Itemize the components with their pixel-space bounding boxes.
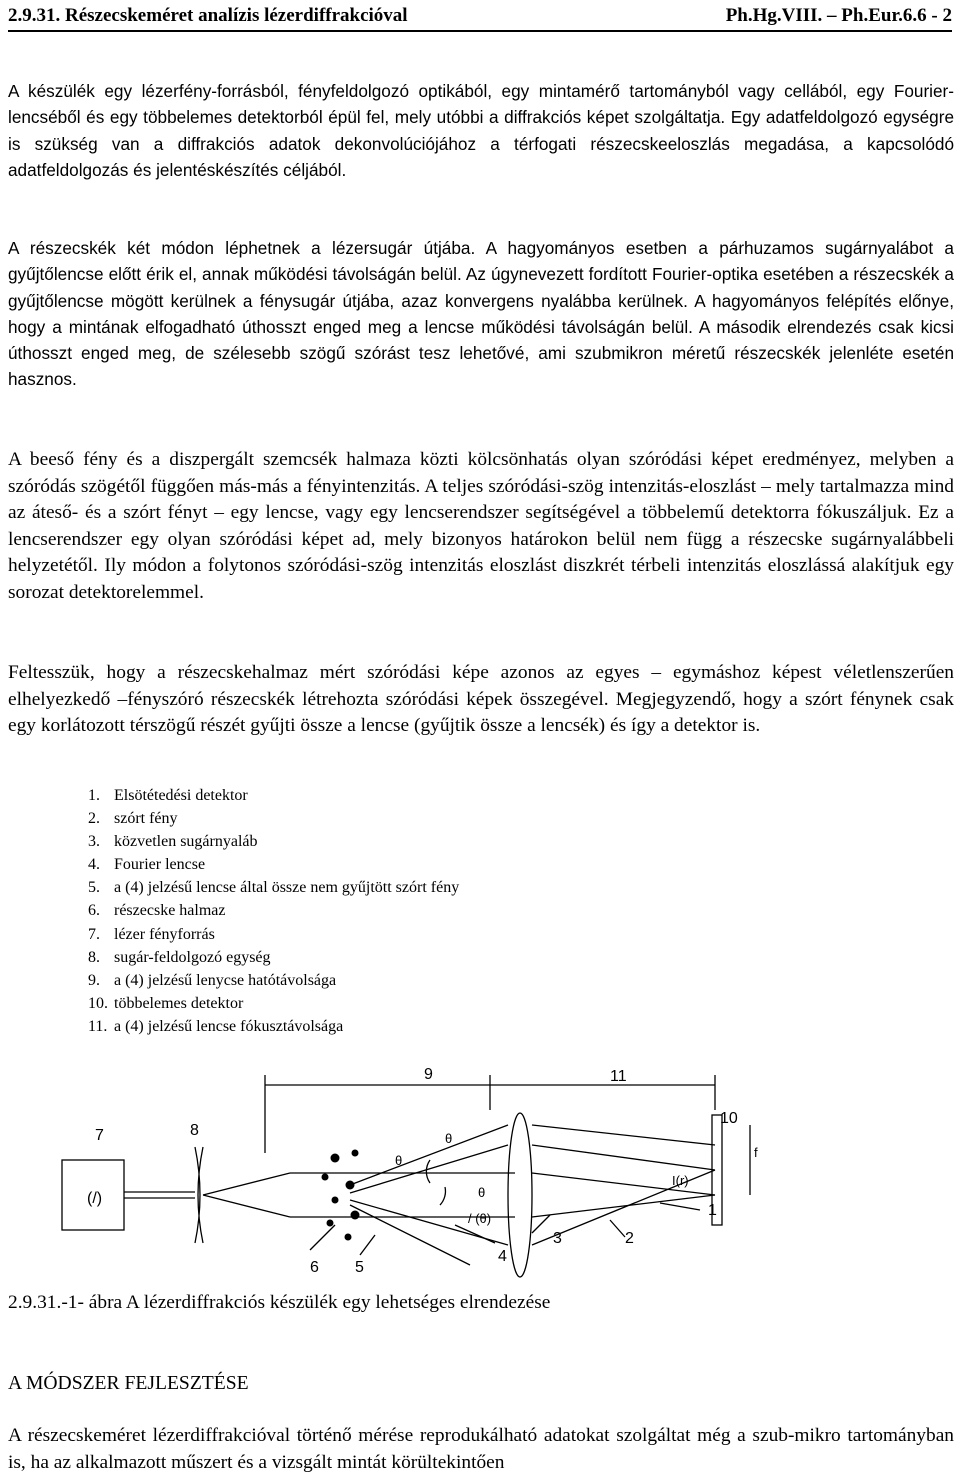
- label-theta-3: θ: [478, 1185, 486, 1200]
- figure-legend: [88, 784, 459, 1038]
- label-theta-1: θ: [445, 1131, 453, 1146]
- laser-diffraction-diagram: [50, 1065, 780, 1280]
- header-title: 2.9.31. Részecskeméret analízis lézerdiffrakcióval: [8, 5, 408, 26]
- label-5: 5: [355, 1259, 364, 1276]
- label-9: 9: [424, 1066, 433, 1083]
- label-2: 2: [625, 1230, 634, 1247]
- label-4: 4: [498, 1248, 507, 1265]
- legend-item: 2. szórt fény: [88, 810, 178, 828]
- beam-line: [203, 1173, 290, 1195]
- label-source-intensity: (/): [87, 1190, 103, 1207]
- legend-item: 1. Elsötétedési detektor: [88, 787, 248, 804]
- scattered-light: [532, 1125, 715, 1145]
- legend-item: 8. sugár-feldolgozó egység: [88, 948, 271, 966]
- label-1: 1: [708, 1202, 717, 1219]
- label-10: 10: [720, 1110, 738, 1127]
- beam-line: [203, 1195, 290, 1217]
- label-11: 11: [610, 1068, 627, 1085]
- paragraph-method-development: A részecskeméret lézerdiffrakcióval történő mérése reprodukálható adatokat szolgáltat még a szub-mikro tartományban is, ha az alkalmazott műszert és a vizsgált mintát körültekintően: [8, 1425, 954, 1473]
- header-page-ref: Ph.Hg.VIII. – Ph.Eur.6.6 - 2: [725, 5, 952, 26]
- leader-line: [532, 1215, 550, 1233]
- fourier-lens: [508, 1113, 532, 1277]
- legend-item: 9. a (4) jelzésű lenycse hatótávolsága: [88, 971, 337, 989]
- particle: [322, 1174, 329, 1181]
- leader-line: [310, 1225, 335, 1250]
- particle: [332, 1197, 339, 1204]
- leader-line: [610, 1220, 625, 1237]
- particle: [351, 1211, 360, 1220]
- label-6: 6: [310, 1259, 319, 1276]
- label-f: f: [754, 1145, 758, 1160]
- page-header: [8, 4, 952, 32]
- paragraph-particle-paths: A részecskék két módon léphetnek a lézersugár útjába. A hagyományos esetben a párhuzamos sugárnyalábot a gyűjtőlencse előtt érik el, annak működési távolságán belül. Az úgynevezett fordított Fourier-optika esetében a részecskék a gyűjtőlencse mögött kerülnek a fénysugár útjába, azaz konvergens nyalábba kerülnek. A hagyományos felépítés előnye, hogy a mintának elfogadható úthosszt enged meg a lencse működési távolságán belül. A második elrendezés csak kicsi úthosszt enged meg, de szélesebb szögű szórást tesz lehetővé, ami szubmikron méretű részecskék jelenléte esetén hasznos.: [8, 238, 954, 390]
- particle: [345, 1234, 352, 1241]
- legend-item: 10. többelemes detektor: [88, 994, 244, 1012]
- section-heading: A MÓDSZER FEJLESZTÉSE: [8, 1373, 249, 1394]
- particle: [352, 1150, 359, 1157]
- label-8: 8: [190, 1122, 199, 1139]
- figure-caption: 2.9.31.-1- ábra A lézerdiffrakciós készülék egy lehetséges elrendezése: [8, 1292, 551, 1313]
- label-3: 3: [553, 1230, 562, 1247]
- paragraph-apparatus: A készülék egy lézerfény-forrásból, fényfeldolgozó optikából, egy mintamérő tartományból vagy cellából, egy Fourier-lencséből és egy többelemes detektorból épül fel, mely utóbbi a diffrakciós képet szolgáltatja. Egy adatfeldolgozó egységre is szükség van a diffrakciós adatok dekonvolúciójához a térfogati részecskeeloszlás megadása, a kapcsolódó adatfeldolgozás és jelentéskészítés céljából.: [8, 81, 954, 180]
- theta-arc: [440, 1187, 445, 1205]
- legend-item: 6. részecske halmaz: [88, 902, 226, 920]
- particle: [331, 1154, 340, 1163]
- label-7: 7: [95, 1127, 104, 1144]
- leader-line: [360, 1235, 375, 1255]
- leader-line: [455, 1225, 495, 1243]
- scattered-light: [532, 1145, 715, 1170]
- scattered-ray: [350, 1125, 508, 1185]
- label-theta-2: θ: [395, 1153, 403, 1168]
- legend-item: 7. lézer fényforrás: [88, 925, 215, 943]
- theta-arc: [426, 1160, 430, 1183]
- label-i-r: I(r): [672, 1173, 689, 1188]
- legend-item: 4. Fourier lencse: [88, 856, 206, 874]
- paragraph-scattering: A beeső fény és a diszpergált szemcsék halmaza közti kölcsönhatás olyan szóródási képet eredményez, melyben a szóródás szögétől függően más-más a fényintenzitás. A teljes szóródási-szög intenzitás-eloszlást – mely tartalmazza mind az áteső- és a szórt fényt – egy lencse, vagy egy lencserendszer segítségével a többelemű detektorra fókuszáljuk. Ez a lencserendszer egy olyan szóródási képet ad, mely bizonyos határokon belül nem függ a részecske sugárnyalábbeli helyzetétől. Ily módon a folytonos szóródási-szög intenzitás eloszlást diszkrét térbeli intenzitás eloszlássá alakítjuk egy sorozat detektorelemmel.: [8, 449, 954, 603]
- uncollected-ray: [350, 1205, 470, 1265]
- legend-item: 3. közvetlen sugárnyaláb: [88, 833, 258, 851]
- converging-beam: [532, 1195, 715, 1217]
- particle: [327, 1220, 334, 1227]
- beam-processing-unit: [195, 1147, 203, 1243]
- label-i-theta: / (θ): [468, 1211, 492, 1226]
- particle: [346, 1181, 355, 1190]
- paragraph-assumption: Feltesszük, hogy a részecskehalmaz mért szóródási képe azonos az egyes – egymáshoz képest véletlenszerűen elhelyezkedő –fényszóró részecskék létrehozta szóródási képek összegével. Megjegyzendő, hogy a szórt fénynek csak egy korlátozott térszögű részét gyűjti össze a lencse (gyűjtik össze a lencsék) és így a detektor is.: [8, 662, 954, 736]
- legend-item: 5. a (4) jelzésű lencse által össze nem gyűjtött szórt fény: [88, 879, 460, 897]
- legend-item: 11. a (4) jelzésű lencse fókusztávolsága: [88, 1017, 344, 1035]
- leader-line: [660, 1203, 700, 1210]
